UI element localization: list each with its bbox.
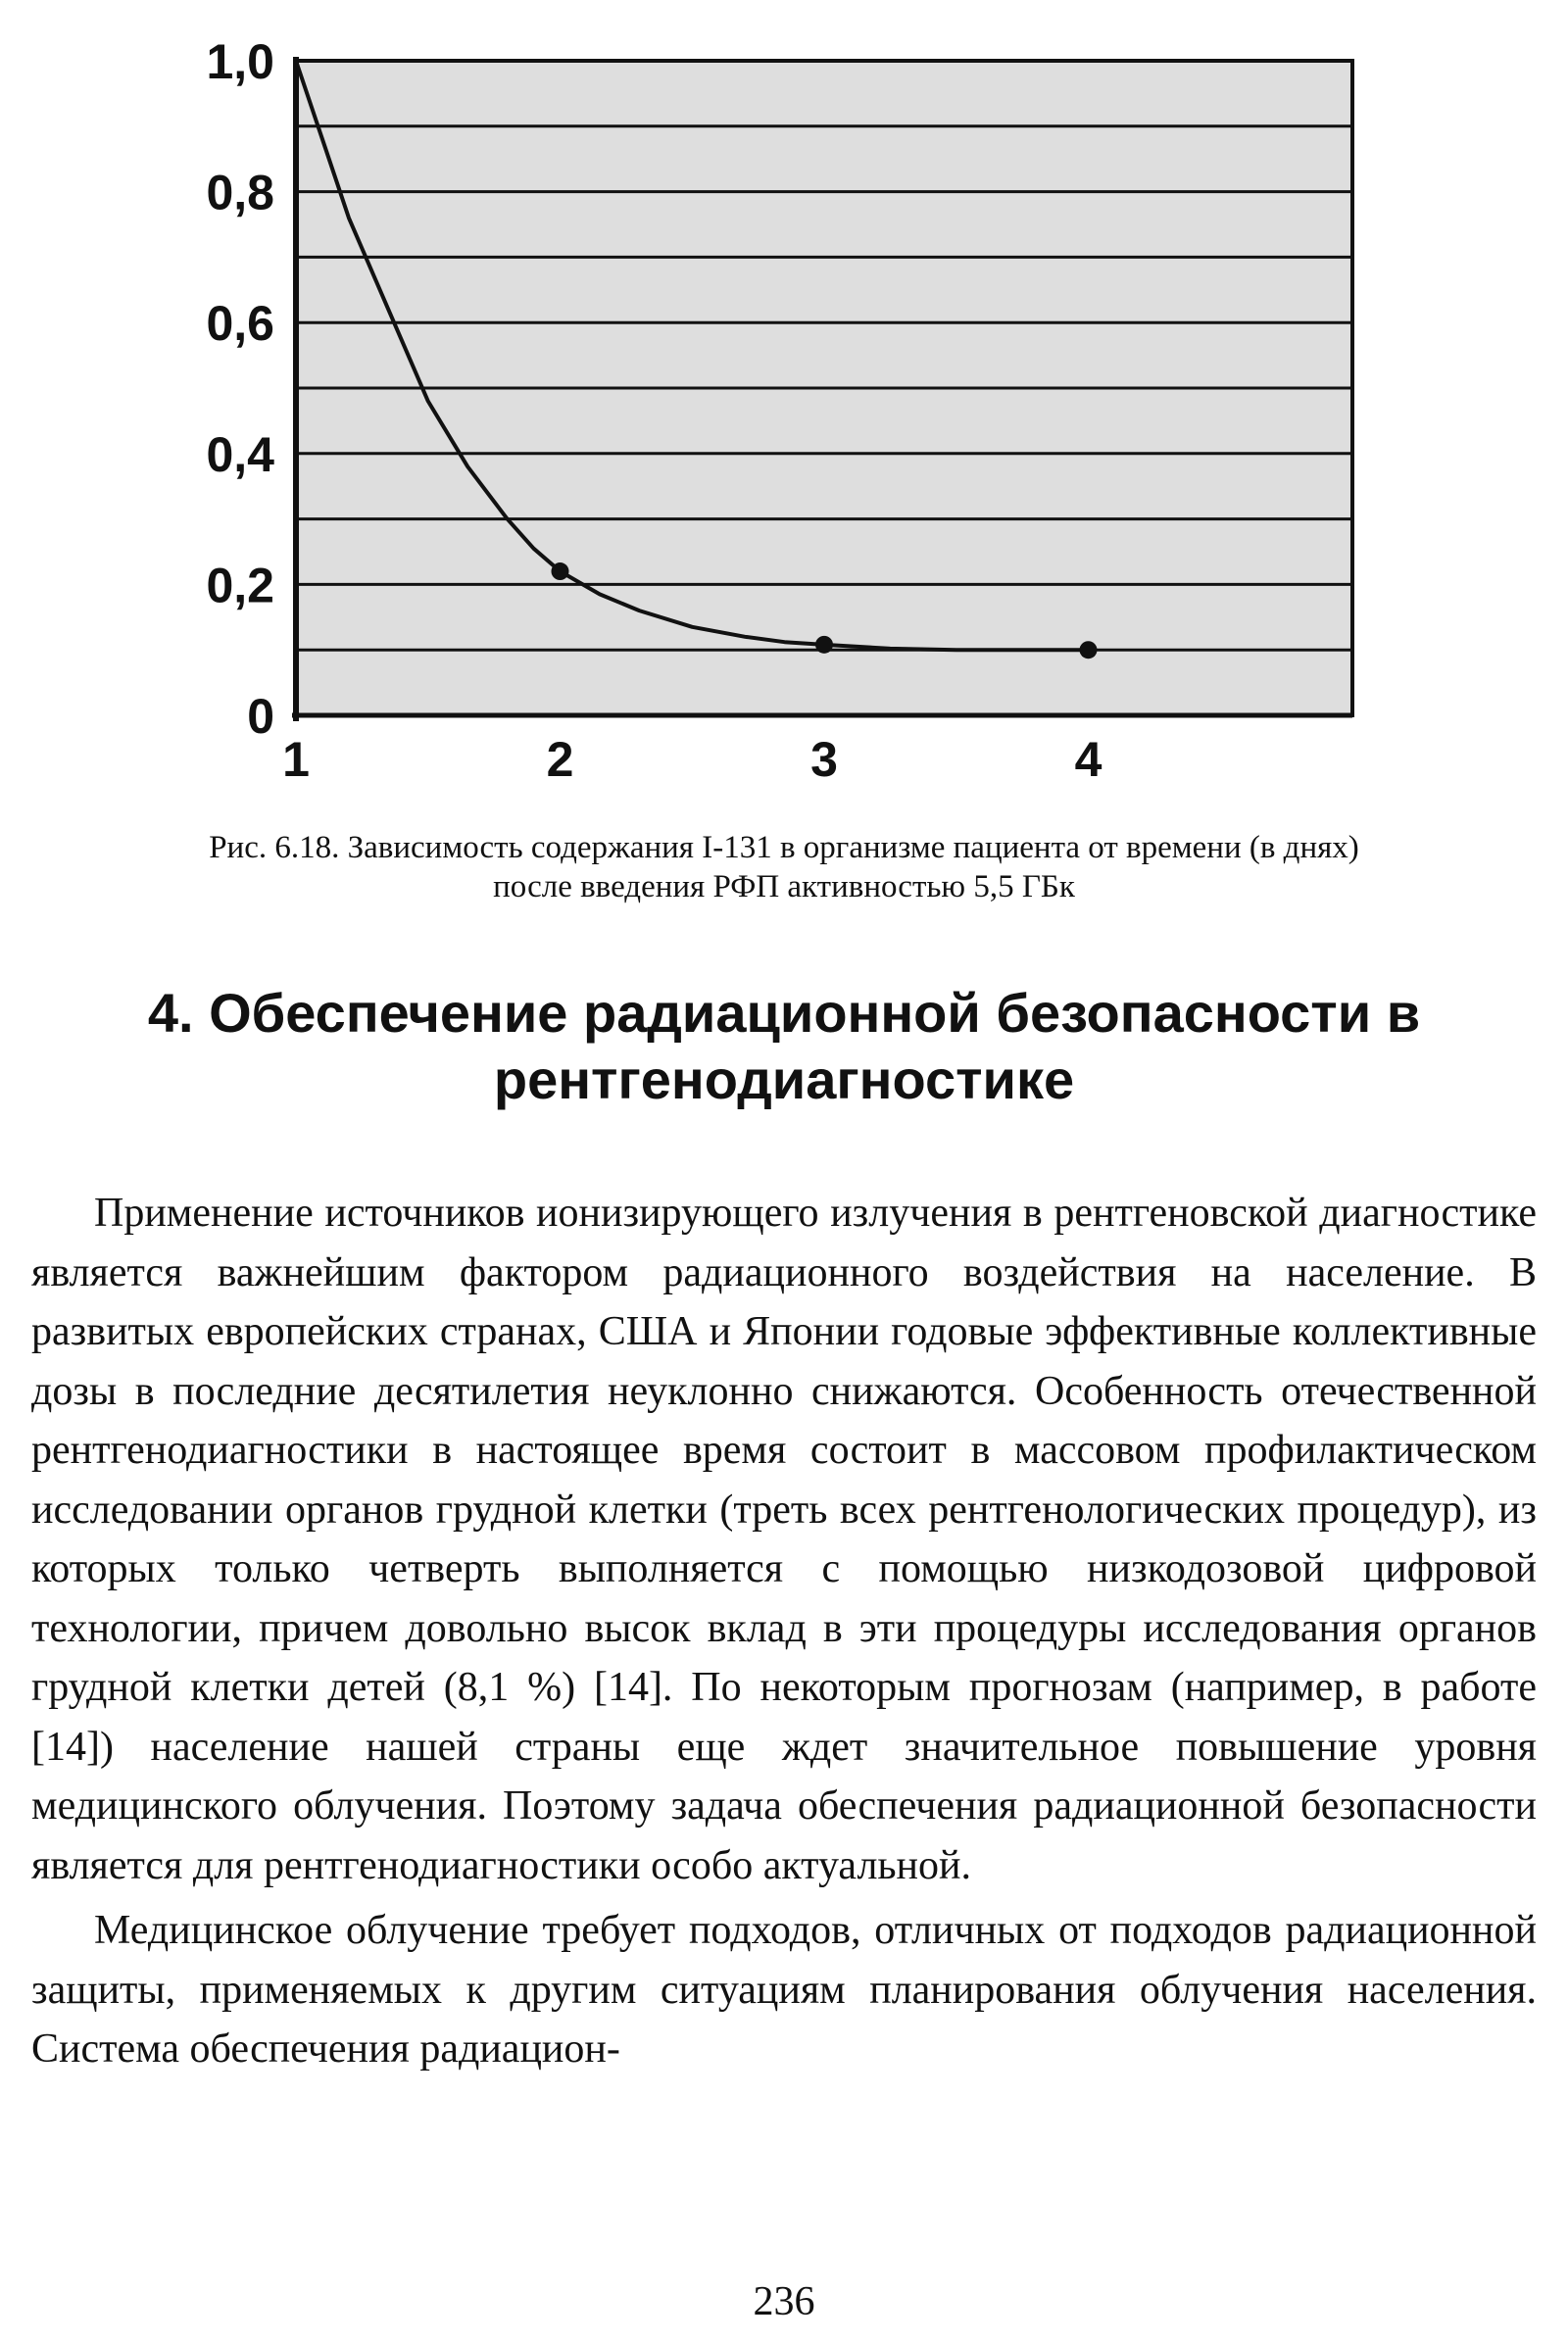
y-tick-label: 0 [247, 689, 274, 744]
body-text [31, 1184, 1537, 2079]
caption-line-2: после введения РФП активностью 5,5 ГБк [493, 869, 1075, 904]
y-tick-label: 0,2 [206, 558, 274, 613]
y-tick-label: 1,0 [206, 39, 274, 89]
paragraph: Медицинское облучение требует подходов, отличных от подходов радиационной защиты, применяемых к другим ситуациям планирования облучения населения. Система обеспечения радиацион- [31, 1908, 1537, 2072]
data-point [552, 562, 569, 580]
x-tick-label: 3 [810, 732, 838, 787]
x-tick-label: 4 [1074, 732, 1102, 787]
x-tick-label: 1 [282, 732, 310, 787]
y-tick-labels [206, 39, 274, 744]
paragraph: Применение источников ионизирующего излучения в рентгеновской диагностике является важнейшим фактором радиационного воздействия на население. В развитых европейских странах, США и Японии годовые эффективные коллективные дозы в последние десятилетия неуклонно снижаются. Особенность отечественной рентгенодиагностики в настоящее время состоит в массовом профилактическом исследовании органов грудной клетки (треть всех рентгенологических процедур), из которых только четверть выполняется с помощью низкодозовой цифровой технологии, причем довольно высок вклад в эти процедуры исследования органов грудной клетки детей (8,1 %) [14]. По некоторым прогнозам (например, в работе [14]) население нашей страны еще ждет значительное повышение уровня медицинского облучения. Поэтому задача обеспечения радиационной безопасности является для рентгенодиагностики особо актуальной. [31, 1191, 1537, 1888]
section-heading [39, 980, 1529, 1113]
chart-svg [176, 39, 1392, 794]
data-point [815, 636, 833, 654]
caption-line-1: Рис. 6.18. Зависимость содержания I-131 в организме пациента от времени (в днях) [209, 830, 1359, 865]
y-tick-label: 0,4 [206, 426, 274, 482]
x-tick-label: 2 [546, 732, 574, 787]
heading-line-2: рентгенодиагностике [493, 1049, 1075, 1110]
y-tick-label: 0,8 [206, 165, 274, 220]
data-point [1080, 641, 1098, 659]
heading-line-1: 4. Обеспечение радиационной безопасности в [147, 982, 1421, 1044]
chart [176, 39, 1392, 794]
y-tick-label: 0,6 [206, 296, 274, 352]
figure-caption [29, 828, 1539, 906]
page-number: 236 [753, 2279, 815, 2324]
x-tick-labels [282, 732, 1102, 787]
